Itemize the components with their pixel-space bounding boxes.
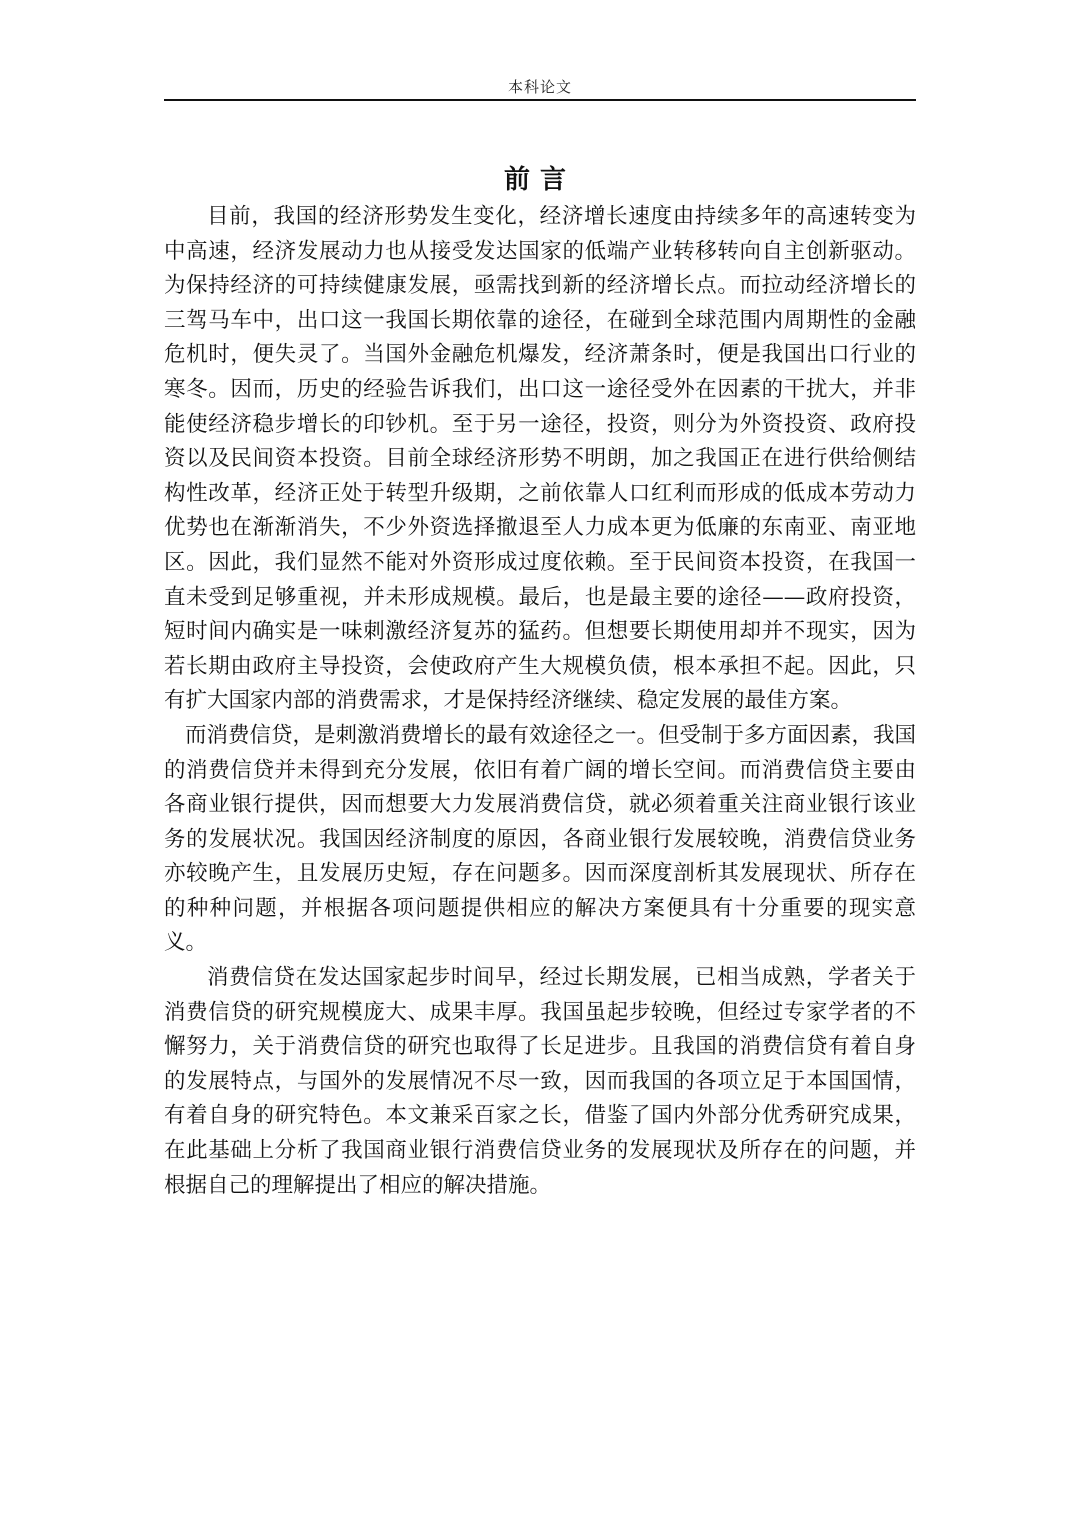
page-title: 前言 [503,165,576,196]
paragraph-3: 消费信贷在发达国家起步时间早，经过长期发展，已相当成熟，学者关于消费信贷的研究规模庞大、成果丰厚。我国虽起步较晚，但经过专家学者的不懈努力，关于消费信贷的研究也取得了长足进步。且我国的消费信贷有着自身的发展特点，与国外的发展情况不尽一致，因而我国的各项立足于本国国情，有着自身的研究特色。本文兼采百家之长，借鉴了国内外部分优秀研究成果，在此基础上分析了我国商业银行消费信贷业务的发展现状及所存在的问题，并根据自己的理解提出了相应的解决措施。 [164,965,916,1198]
paragraph-2: 而消费信贷，是刺激消费增长的最有效途径之一。但受制于多方面因素，我国的消费信贷并未得到充分发展，依旧有着广阔的增长空间。而消费信贷主要由各商业银行提供，因而想要大力发展消费信贷，就必须着重关注商业银行该业务的发展状况。我国因经济制度的原因，各商业银行发展较晚，消费信贷业务亦较晚产生，且发展历史短，存在问题多。因而深度剖析其发展现状、所存在的种种问题，并根据各项问题提供相应的解决方案便具有十分重要的现实意义。 [164,722,917,956]
body-text [164,200,916,1203]
running-header: 本科论文 [507,78,572,96]
header-rule [164,99,916,101]
paragraph-1: 目前，我国的经济形势发生变化，经济增长速度由持续多年的高速转变为中高速，经济发展动力也从接受发达国家的低端产业转移转向自主创新驱动。为保持经济的可持续健康发展，亟需找到新的经济增长点。而拉动经济增长的三驾马车中，出口这一我国长期依靠的途径，在碰到全球范围内周期性的金融危机时，便失灵了。当国外金融危机爆发，经济萧条时，便是我国出口行业的寒冬。因而，历史的经验告诉我们，出口这一途径受外在因素的干扰大，并非能使经济稳步增长的印钞机。至于另一途径，投资，则分为外资投资、政府投资以及民间资本投资。目前全球经济形势不明朗，加之我国正在进行供给侧结构性改革，经济正处于转型升级期，之前依靠人口红利而形成的低成本劳动力优势也在渐渐消失，不少外资选择撤退至人力成本更为低廉的东南亚、南亚地区。因此，我们显然不能对外资形成过度依赖。至于民间资本投资，在我国一直未受到足够重视，并未形成规模。最后，也是最主要的途径——政府投资，短时间内确实是一味刺激经济复苏的猛药。但想要长期使用却并不现实，因为若长期由政府主导投资，会使政府产生大规模负债，根本承担不起。因此，只有扩大国家内部的消费需求，才是保持经济继续、稳定发展的最佳方案。 [164,204,916,714]
